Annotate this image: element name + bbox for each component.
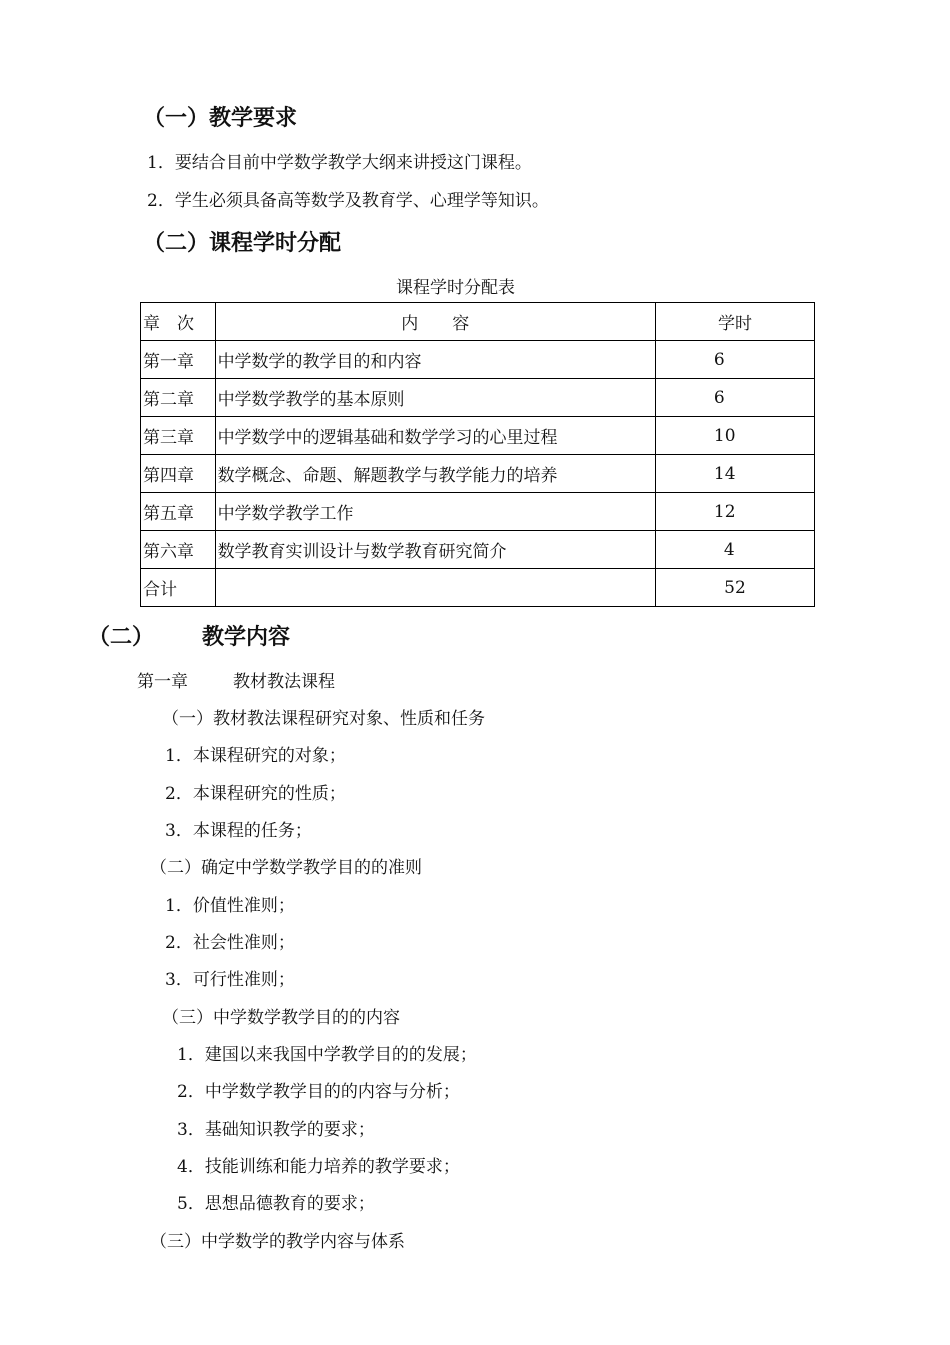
list-item: 1．建国以来我国中学教学目的的发展； [177,1045,477,1065]
cell-hours: 6 [655,379,814,417]
header-content: 内 容 [215,303,655,341]
cell-chapter: 第六章 [141,531,216,569]
list-item: 1．本课程研究的对象； [165,746,346,766]
list-item: 5．思想品德教育的要求； [177,1194,375,1214]
list-item: 3．可行性准则； [165,970,295,990]
list-item: 1．价值性准则； [165,896,295,916]
table-header-row [141,303,815,341]
table-row [141,531,815,569]
list-item: 2．本课程研究的性质； [165,784,346,804]
table-row [141,417,815,455]
cell-hours: 12 [655,493,814,531]
table-caption: 课程学时分配表 [396,278,515,298]
subsection-heading: （一）教材教法课程研究对象、性质和任务 [162,709,485,729]
table-row [141,341,815,379]
table-row [141,379,815,417]
hours-allocation-table [140,302,815,607]
subsection-heading: （三）中学数学的教学内容与体系 [150,1232,405,1252]
list-item: 3．本课程的任务； [165,821,312,841]
header-chapter: 章 次 [141,303,216,341]
cell-total-hours: 52 [655,569,814,607]
cell-total-label: 合计 [141,569,216,607]
cell-chapter: 第二章 [141,379,216,417]
cell-hours: 4 [655,531,814,569]
cell-content: 中学数学中的逻辑基础和数学学习的心里过程 [215,417,655,455]
cell-content [215,569,655,607]
cell-content: 中学数学的教学目的和内容 [215,341,655,379]
requirement-item: 1．要结合目前中学数学教学大纲来讲授这门课程。 [147,153,532,173]
table-total-row [141,569,815,607]
header-hours: 学时 [655,303,814,341]
cell-chapter: 第四章 [141,455,216,493]
list-item: 4．技能训练和能力培养的教学要求； [177,1157,460,1177]
section3-heading: 教学内容 [202,625,291,650]
chapter-title: 教材教法课程 [233,672,335,692]
cell-hours: 10 [655,417,814,455]
table-row [141,493,815,531]
subsection-heading: （三）中学数学教学目的的内容 [162,1008,400,1028]
cell-chapter: 第五章 [141,493,216,531]
cell-content: 中学数学教学的基本原则 [215,379,655,417]
list-item: 3．基础知识教学的要求； [177,1120,375,1140]
list-item: 2．社会性准则； [165,933,295,953]
cell-content: 数学概念、命题、解题教学与教学能力的培养 [215,455,655,493]
cell-content: 中学数学教学工作 [215,493,655,531]
cell-chapter: 第一章 [141,341,216,379]
list-item: 2．中学数学教学目的的内容与分析； [177,1082,460,1102]
cell-content: 数学教育实训设计与数学教育研究简介 [215,531,655,569]
cell-hours: 14 [655,455,814,493]
requirement-item: 2．学生必须具备高等数学及教育学、心理学等知识。 [147,191,549,211]
section3-heading-prefix: （二） [88,625,155,650]
chapter-label: 第一章 [137,672,188,692]
table-row [141,455,815,493]
section1-heading: （一）教学要求 [143,106,298,131]
subsection-heading: （二）确定中学数学教学目的的准则 [150,858,422,878]
section2-heading: （二）课程学时分配 [143,231,342,256]
cell-hours: 6 [655,341,814,379]
cell-chapter: 第三章 [141,417,216,455]
